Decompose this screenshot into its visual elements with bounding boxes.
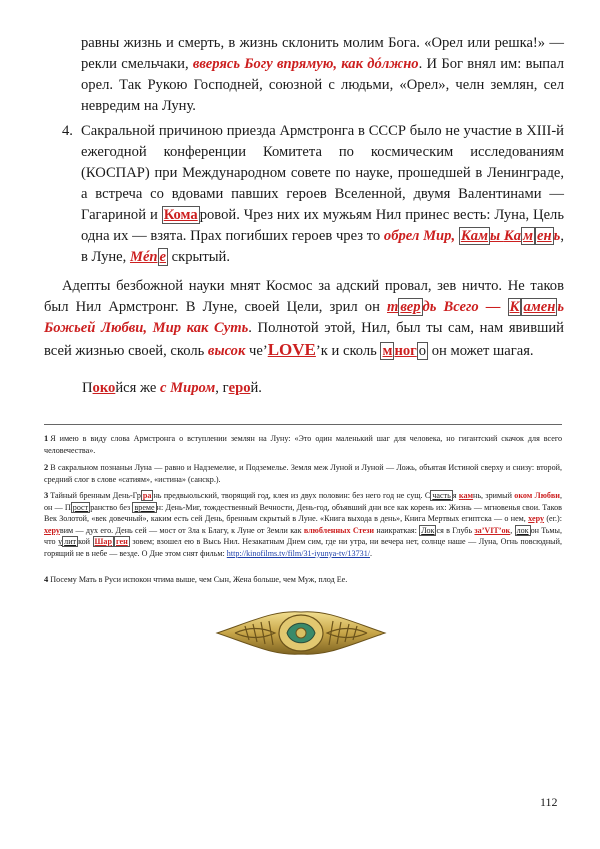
footnote-4: 4 Посему Мать в Руси испокон чтима выше, чем Сын, Жена больше, чем Муж, плод Ее.: [44, 574, 348, 584]
film-link[interactable]: http://kinofilms.tv/film/31-iyunya-tv/13731/: [226, 548, 370, 558]
highlight-obrel: обрел Мир,: [383, 228, 459, 244]
highlight-text: вверясь Богу впрямую, как дóлжно: [192, 56, 419, 72]
paragraph-4: Покойся же с Миром, герой.: [82, 380, 262, 396]
highlight-mir: с Миром: [160, 380, 216, 396]
footnote-2: 2 В сакральном познаньи Луна — равно и Надземелие, и Подземелье. Земля меж Луной и Луной — Ложь, объятая Истиной сверху и снизу: второй, средний слог в слове «сатиям», «истина» (санскр.).: [44, 462, 562, 484]
highlight-kam: Кам: [460, 228, 489, 244]
love-word: LOVE: [267, 340, 316, 359]
paragraph-1: равны жизнь и смерть, в жизнь склонить молим Бога. «Орел или решка!» — рекли смельчаки, вверясь Богу впрямую, как дóлжно. И Бог внял им: выпал орел. Так Рукою Господней, союзной с людьми, «Орел», челн землян, сел невредим на Луну.: [81, 35, 565, 114]
footnote-3: 3 Тайный бренным День-Гр ра нь предвыольский, творящий год, клея из двух половин: без него год не сущ. С часть я камнь, зримый оком Любви, он — П рост ранство без време н: День-Миг, тождественный Вечности, День-год, объявший дни все как корень их: Жизнь — мгновенья свои. Таков Век Золотой, «век довечный», каким есть сей День, бренным скрытый в Луне. «Книга выхода в день», Книга Мертвых египтска — о нем, херу (ег.): херувим — дух его. День сей — мост от Зла к Благу, к Луне от Земли как влюбленных Стези наикраткая: Лок ся в Глубь за’VIT’ок, лок он Тьмы, что у лит кой Шар ген зовем; взошел ею в Высь Нил. Незакатным Днем сим, где ни утра, ни вечера нет, солнце наше — Луна, Огнь повсюдный, горящий не в небе — везде. О Дне этом снят фильм: http://kinofilms.tv/film/31-iyunya-tv/13731/.: [44, 490, 563, 558]
ornament-icon: [215, 600, 387, 666]
highlight-koma: Кома: [163, 207, 198, 223]
highlight-mepe: Мéп: [129, 249, 158, 265]
paragraph-3: Адепты безбожной науки мнят Космос за адский провал, зев ничто. Не таков был Нил Армстронг. В Луне, своей Цели, зрил он т вер дь Всего — К амен ь Божьей Любви, Мир как Суть. Полнотой этой, Нил, был ты сам, нам явивший всей жизнью своей, сколь высок че’LOVE’к и сколь м ног о он может шагая.: [44, 278, 564, 359]
list-number: 4.: [62, 123, 73, 139]
page-number: 112: [540, 795, 558, 809]
paragraph-2: Сакральной причиною приезда Армстронга в СССР было не участие в XIII-й ежегодной конференции Комитета по космическим исследованиям (КОСПАР) при Международном совете по науке, прошедшей в Ленинграде, а встреча со вдовами павших героев Вселенной, двумя Валентинами — Гагариной и Кома ровой. Чрез них их мужьям Нил принес весть: Луна, Цель одна их — взята. Прах погибших героев чрез то обрел Мир, Кам ы Ка м ен ь, в Луне, Мéп е скрытый.: [81, 123, 564, 265]
footnote-1: 1 Я имею в виду слова Армстронга о вступлении землян на Луну: «Это один маленький шаг для человека, но гигантский скачок для всего человечества».: [44, 433, 562, 455]
highlight-vysok: высок: [207, 343, 246, 359]
footnote-divider: [44, 424, 562, 425]
highlight-tverd: т: [387, 299, 399, 315]
